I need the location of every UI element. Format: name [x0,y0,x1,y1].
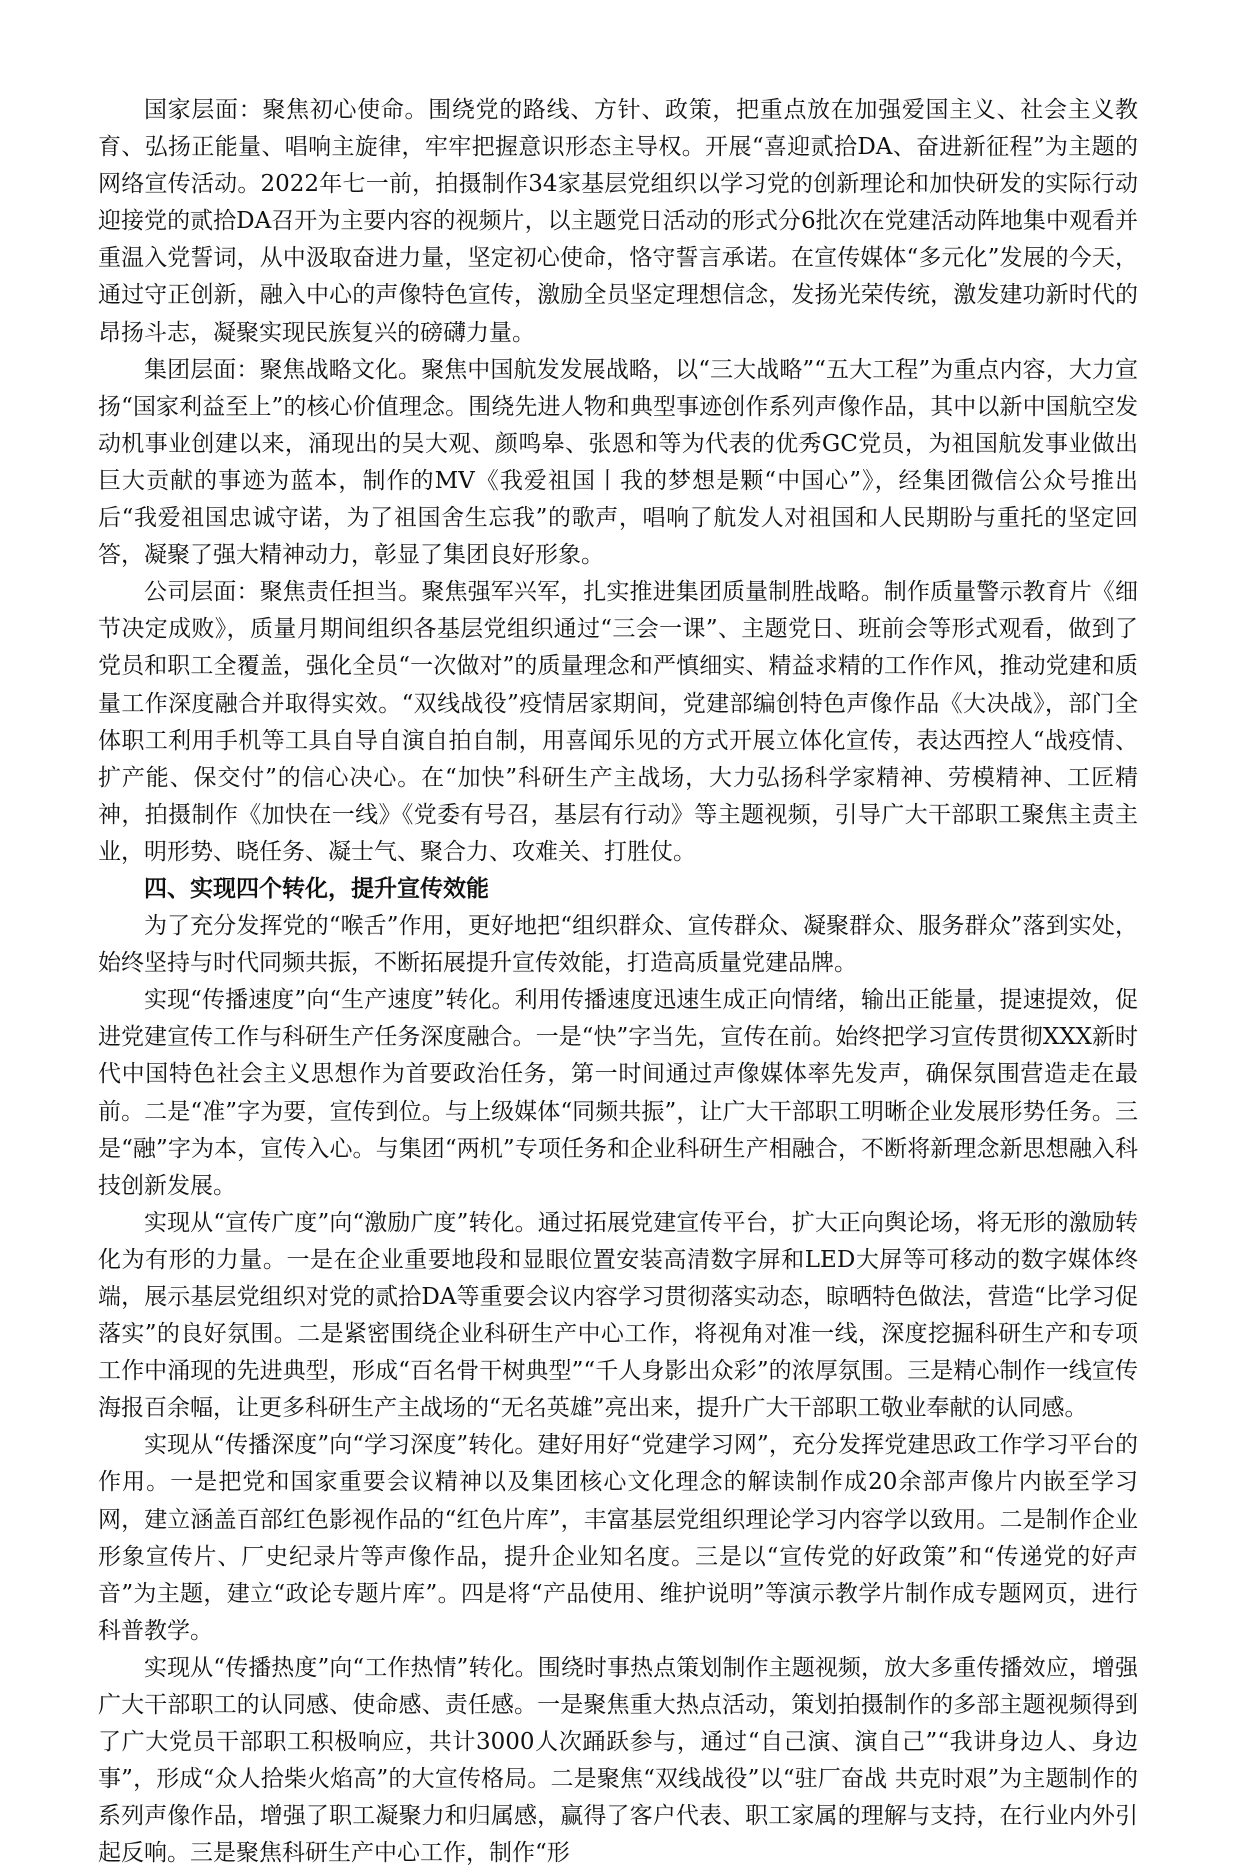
paragraph-heat-conversion: 实现从“传播热度”向“工作热情”转化。围绕时事热点策划制作主题视频，放大多重传播效应，增强广大干部职工的认同感、使命感、责任感。一是聚焦重大热点活动，策划拍摄制作的多部主题视频得到了广大党员干部职工积极响应，共计3000人次踊跃参与，通过“自己演、演自己”“我讲身边人、身边事”，形成“众人拾柴火焰高”的大宣传格局。二是聚焦“双线战役”以“驻厂奋战 共克时艰”为主题制作的系列声像作品，增强了职工凝聚力和归属感，赢得了客户代表、职工家属的理解与支持，在行业内外引起反响。三是聚焦科研生产中心工作，制作“形 [98,1654,1138,1867]
paragraph-depth-conversion: 实现从“传播深度”向“学习深度”转化。建好用好“党建学习网”，充分发挥党建思政工作学习平台的作用。一是把党和国家重要会议精神以及集团核心文化理念的解读制作成20余部声像片内嵌至学习网，建立涵盖百部红色影视作品的“红色片库”，丰富基层党组织理论学习内容学以致用。二是制作企业形象宣传片、厂史纪录片等声像作品，提升企业知名度。三是以“宣传党的好政策”和“传递党的好声音”为主题，建立“政论专题片库”。四是将“产品使用、维护说明”等演示教学片制作成专题网页，进行科普教学。 [98,1432,1138,1644]
paragraph-breadth-conversion: 实现从“宣传广度”向“激励广度”转化。通过拓展党建宣传平台，扩大正向舆论场，将无形的激励转化为有形的力量。一是在企业重要地段和显眼位置安装高清数字屏和LED大屏等可移动的数字媒体终端，展示基层党组织对党的贰拾DA等重要会议内容学习贯彻落实动态，晾晒特色做法，营造“比学习促落实”的良好氛围。二是紧密围绕企业科研生产中心工作，将视角对准一线，深度挖掘科研生产和专项工作中涌现的先进典型，形成“百名骨干树典型”“千人身影出众彩”的浓厚氛围。三是精心制作一线宣传海报百余幅，让更多科研生产主战场的“无名英雄”亮出来，提升广大干部职工敬业奉献的认同感。 [98,1209,1138,1422]
document-page [98,92,1138,1873]
paragraph-section-intro: 为了充分发挥党的“喉舌”作用，更好地把“组织群众、宣传群众、凝聚群众、服务群众”落到实处，始终坚持与时代同频共振，不断拓展提升宣传效能，打造高质量党建品牌。 [98,913,1138,977]
paragraph-company-level: 公司层面：聚焦责任担当。聚焦强军兴军，扎实推进集团质量制胜战略。制作质量警示教育片《细节决定成败》，质量月期间组织各基层党组织通过“三会一课”、主题党日、班前会等形式观看，做到了党员和职工全覆盖，强化全员“一次做对”的质量理念和严慎细实、精益求精的工作作风，推动党建和质量工作深度融合并取得实效。“双线战役”疫情居家期间，党建部编创特色声像作品《大决战》，部门全体职工利用手机等工具自导自演自拍自制，用喜闻乐见的方式开展立体化宣传，表达西控人“战疫情、扩产能、保交付”的信心决心。在“加快”科研生产主战场，大力弘扬科学家精神、劳模精神、工匠精神，拍摄制作《加快在一线》《党委有号召，基层有行动》等主题视频，引导广大干部职工聚焦主责主业，明形势、晓任务、凝士气、聚合力、攻难关、打胜仗。 [98,579,1138,865]
section-heading: 四、实现四个转化，提升宣传效能 [144,875,489,902]
paragraph-national-level: 国家层面：聚焦初心使命。围绕党的路线、方针、政策，把重点放在加强爱国主义、社会主义教育、弘扬正能量、唱响主旋律，牢牢把握意识形态主导权。开展“喜迎贰拾DA、奋进新征程”为主题的网络宣传活动。2022年七一前，拍摄制作34家基层党组织以学习党的创新理论和加快研发的实际行动迎接党的贰拾DA召开为主要内容的视频片，以主题党日活动的形式分6批次在党建活动阵地集中观看并重温入党誓词，从中汲取奋进力量，坚定初心使命，恪守誓言承诺。在宣传媒体“多元化”发展的今天，通过守正创新，融入中心的声像特色宣传，激励全员坚定理想信念，发扬光荣传统，激发建功新时代的昂扬斗志，凝聚实现民族复兴的磅礴力量。 [98,97,1138,346]
paragraph-speed-conversion: 实现“传播速度”向“生产速度”转化。利用传播速度迅速生成正向情绪，输出正能量，提速提效，促进党建宣传工作与科研生产任务深度融合。一是“快”字当先，宣传在前。始终把学习宣传贯彻XXX新时代中国特色社会主义思想作为首要政治任务，第一时间通过声像媒体率先发声，确保氛围营造走在最前。二是“准”字为要，宣传到位。与上级媒体“同频共振”，让广大干部职工明晰企业发展形势任务。三是“融”字为本，宣传入心。与集团“两机”专项任务和企业科研生产相融合，不断将新理念新思想融入科技创新发展。 [98,987,1138,1199]
paragraph-group-level: 集团层面：聚焦战略文化。聚焦中国航发发展战略，以“三大战略”“五大工程”为重点内容，大力宣扬“国家利益至上”的核心价值理念。围绕先进人物和典型事迹创作系列声像作品，其中以新中国航空发动机事业创建以来，涌现出的吴大观、颜鸣皋、张恩和等为代表的优秀GC党员，为祖国航发事业做出巨大贡献的事迹为蓝本，制作的MV《我爱祖国丨我的梦想是颗“中国心”》，经集团微信公众号推出后“我爱祖国忠诚守诺，为了祖国舍生忘我”的歌声，唱响了航发人对祖国和人民期盼与重托的坚定回答，凝聚了强大精神动力，彰显了集团良好形象。 [98,356,1138,569]
